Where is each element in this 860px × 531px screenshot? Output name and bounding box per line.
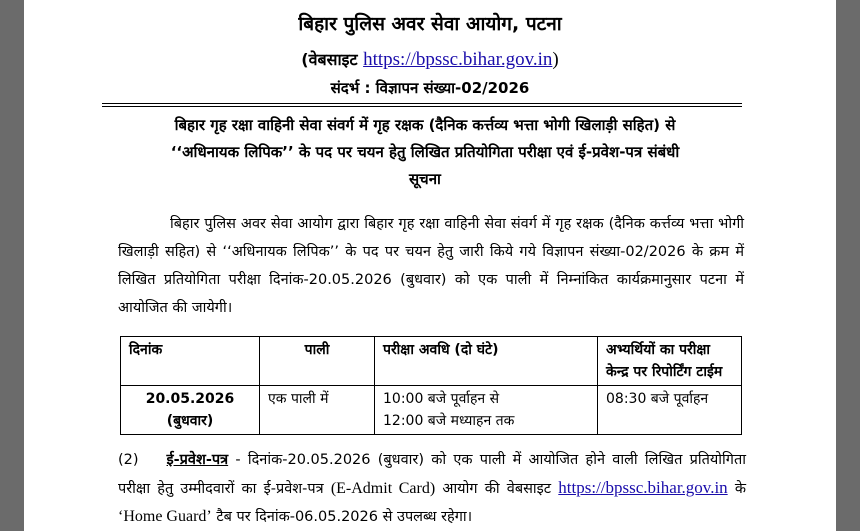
table-header-row [121, 337, 742, 386]
item-text: - दिनांक-20.05.2026 (बुधवार) को एक पाली में आयोजित होने वाली लिखित प्रतियोगिता परीक्षा हेतु उम्मीदवारों का ई-प्रवेश-पत्र [118, 452, 746, 497]
duration-start: 10:00 बजे पूर्वाहन से [383, 391, 500, 407]
website-link[interactable]: https://bpssc.bihar.gov.in [363, 49, 553, 70]
website-suffix: ) [552, 49, 559, 70]
subject-line: बिहार गृह रक्षा वाहिनी सेवा संवर्ग में गृह रक्षक (दैनिक कर्त्तव्य भत्ता भोगी खिलाड़ी सहित) से [174, 116, 676, 134]
admit-card-paragraph [118, 446, 746, 531]
header-date: दिनांक [121, 337, 260, 386]
cell-reporting-time: 08:30 बजे पूर्वाहन [598, 386, 742, 435]
exam-schedule-table [120, 336, 742, 435]
item-number: (2) [118, 452, 139, 468]
item-text: टैब पर दिनांक-06.05.2026 से उपलब्ध रहेगा। [211, 509, 473, 525]
website-link[interactable]: https://bpssc.bihar.gov.in [558, 478, 728, 497]
cell-shift: एक पाली में [260, 386, 375, 435]
advertisement-reference: संदर्भ : विज्ञापन संख्या-02/2026 [330, 79, 530, 97]
intro-paragraph: बिहार पुलिस अवर सेवा आयोग द्वारा बिहार गृह रक्षा वाहिनी सेवा संवर्ग में गृह रक्षक (दैनिक कर्त्तव्य भत्ता भोगी खिलाड़ी सहित) से ‘‘अधिनायक लिपिक’’ के पद पर चयन हेतु जारी किये गये विज्ञापन संख्या-02/2026 के क्रम में लिखित प्रतियोगिता परीक्षा दिनांक-20.05.2026 (बुधवार) को एक पाली में निम्नांकित कार्यक्रमानुसार पटना में आयोजित की जायेगी। [118, 216, 744, 316]
table-row [121, 386, 742, 435]
header-shift: पाली [260, 337, 375, 386]
header-divider-bottom [102, 106, 742, 107]
notice-subject [110, 112, 740, 193]
item-text: के [727, 481, 747, 497]
home-guard-tab-name: ‘Home Guard’ [118, 508, 212, 525]
website-line [24, 48, 836, 71]
header-duration: परीक्षा अवधि (दो घंटे) [375, 337, 598, 386]
cell-duration [375, 386, 598, 435]
website-prefix: (वेबसाइट [301, 50, 358, 69]
document-page [24, 0, 836, 531]
page-title: बिहार पुलिस अवर सेवा आयोग, पटना [298, 13, 562, 35]
duration-end: 12:00 बजे मध्याहन तक [383, 413, 515, 429]
item-heading: ई-प्रवेश-पत्र [166, 452, 229, 468]
item-text: आयोग की वेबसाइट [435, 481, 559, 497]
item-text-latin: (E-Admit Card) [330, 480, 436, 497]
header-reporting-time: अभ्यर्थियों का परीक्षा केन्द्र पर रिपोर्टिंग टाईम [598, 337, 742, 386]
exam-date: 20.05.2026 [145, 391, 235, 407]
exam-day: (बुधवार) [166, 413, 214, 429]
subject-line: ‘‘अधिनायक लिपिक’’ के पद पर चयन हेतु लिखित प्रतियोगिता परीक्षा एवं ई-प्रवेश-पत्र संबंधी [170, 143, 680, 161]
cell-date [121, 386, 260, 435]
subject-line: सूचना [409, 170, 441, 188]
header-divider-top [102, 103, 742, 104]
